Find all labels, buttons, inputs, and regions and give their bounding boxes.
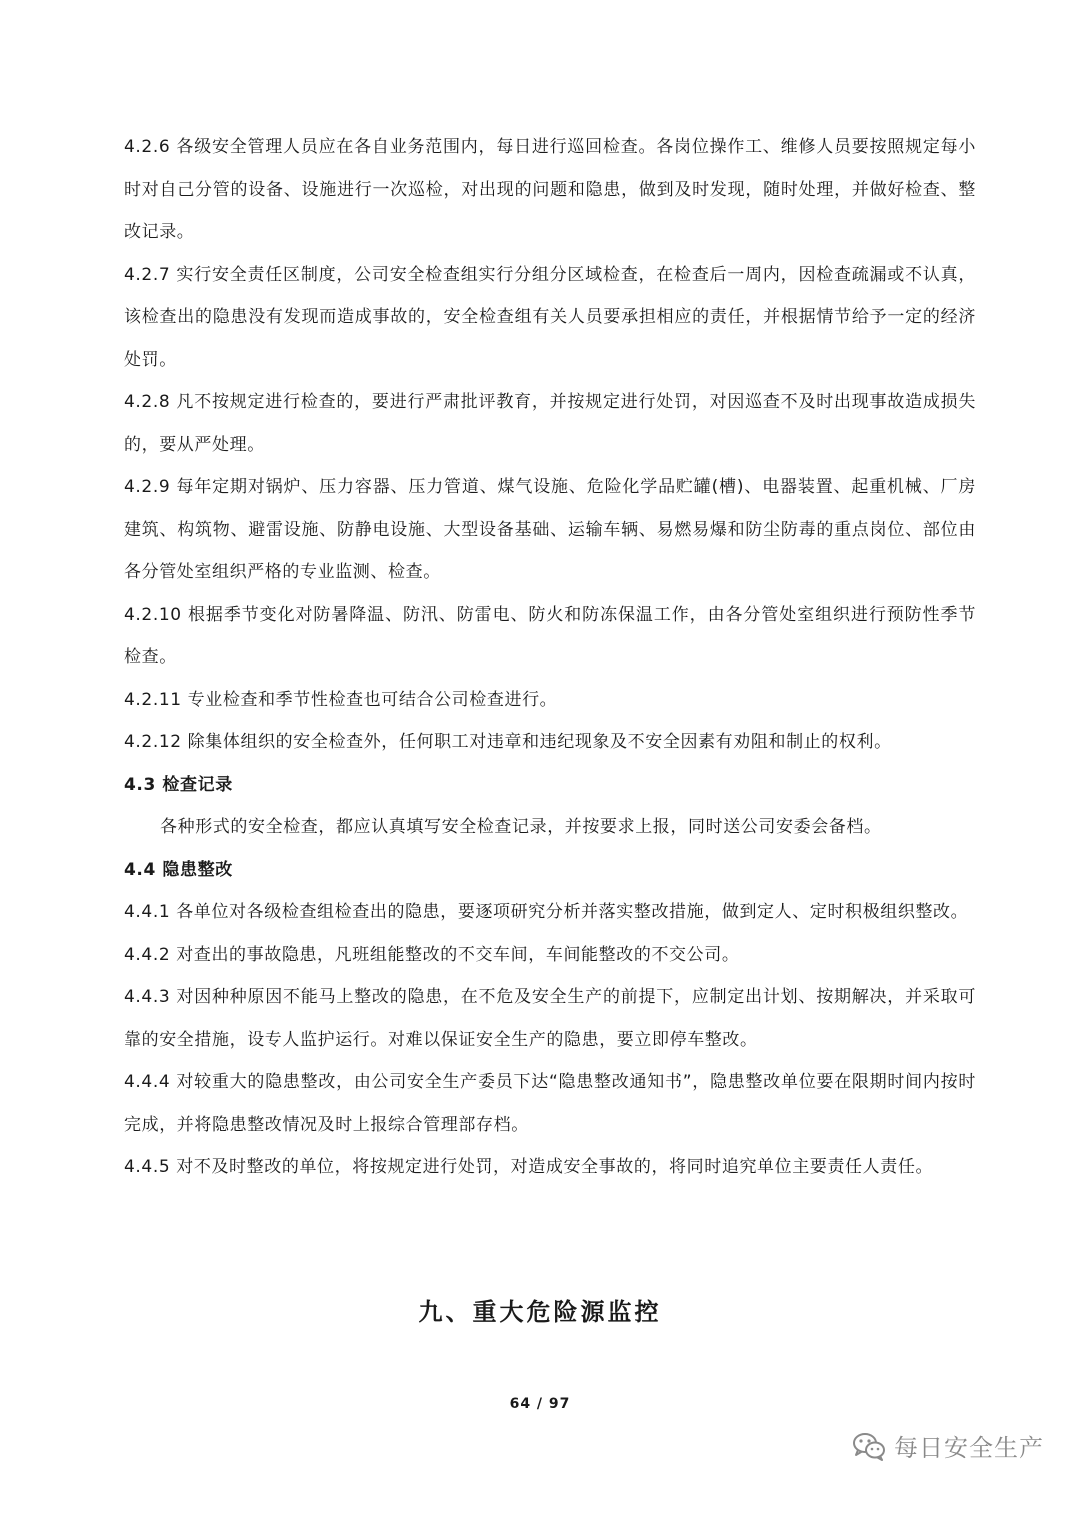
- paragraph-4-4-4: 4.4.4 对较重大的隐患整改，由公司安全生产委员下达“隐患整改通知书”，隐患整改单位要在限期时间内按时完成，并将隐患整改情况及时上报综合管理部存档。: [124, 1072, 976, 1135]
- paragraph-4-4-3: 4.4.3 对因种种原因不能马上整改的隐患，在不危及安全生产的前提下，应制定出计划、按期解决，并采取可靠的安全措施，设专人监护运行。对难以保证安全生产的隐患，要立即停车整改。: [124, 987, 976, 1050]
- document-body: [124, 126, 976, 1189]
- paragraph-4-2-12: 4.2.12 除集体组织的安全检查外，任何职工对违章和违纪现象及不安全因素有劝阻和制止的权利。: [124, 732, 892, 752]
- paragraph-4-4-2: 4.4.2 对查出的事故隐患，凡班组能整改的不交车间，车间能整改的不交公司。: [124, 944, 740, 965]
- wechat-icon: [852, 1431, 886, 1461]
- paragraph-4-2-10: 4.2.10 根据季节变化对防暑降温、防汛、防雷电、防火和防冻保温工作，由各分管处室组织进行预防性季节检查。: [124, 604, 976, 667]
- paragraph-4-2-7: 4.2.7 实行安全责任区制度，公司安全检查组实行分组分区域检查，在检查后一周内，因检查疏漏或不认真，该检查出的隐患没有发现而造成事故的，安全检查组有关人员要承担相应的责任，并根据情节给予一定的经济处罚。: [124, 264, 976, 370]
- heading-4-3: 4.3 检查记录: [124, 774, 233, 795]
- paragraph-4-4-5: 4.4.5 对不及时整改的单位，将按规定进行处罚，对造成安全事故的，将同时追究单位主要责任人责任。: [124, 1157, 934, 1177]
- paragraph-4-2-6: 4.2.6 各级安全管理人员应在各自业务范围内，每日进行巡回检查。各岗位操作工、维修人员要按照规定每小时对自己分管的设备、设施进行一次巡检，对出现的问题和隐患，做到及时发现，随时处理，并做好检查、整改记录。: [124, 137, 976, 242]
- heading-4-4: 4.4 隐患整改: [124, 859, 233, 880]
- page-number: 64 / 97: [509, 1396, 571, 1412]
- watermark-text: 每日安全生产: [894, 1434, 1044, 1462]
- paragraph-4-2-11: 4.2.11 专业检查和季节性检查也可结合公司检查进行。: [124, 689, 558, 710]
- paragraph-4-3-body: 各种形式的安全检查，都应认真填写安全检查记录，并按要求上报，同时送公司安委会备档。: [160, 817, 882, 837]
- section-title: 九、重大危险源监控: [418, 1297, 662, 1326]
- watermark: [852, 1428, 1044, 1463]
- paragraph-4-2-8: 4.2.8 凡不按规定进行检查的，要进行严肃批评教育，并按规定进行处罚，对因巡查不及时出现事故造成损失的，要从严处理。: [124, 392, 976, 455]
- paragraph-4-2-9: 4.2.9 每年定期对锅炉、压力容器、压力管道、煤气设施、危险化学品贮罐(槽)、电器装置、起重机械、厂房建筑、构筑物、避雷设施、防静电设施、大型设备基础、运输车辆、易燃易爆和防尘防毒的重点岗位、部位由各分管处室组织严格的专业监测、检查。: [124, 477, 976, 582]
- paragraph-4-4-1: 4.4.1 各单位对各级检查组检查出的隐患，要逐项研究分析并落实整改措施，做到定人、定时积极组织整改。: [124, 902, 969, 922]
